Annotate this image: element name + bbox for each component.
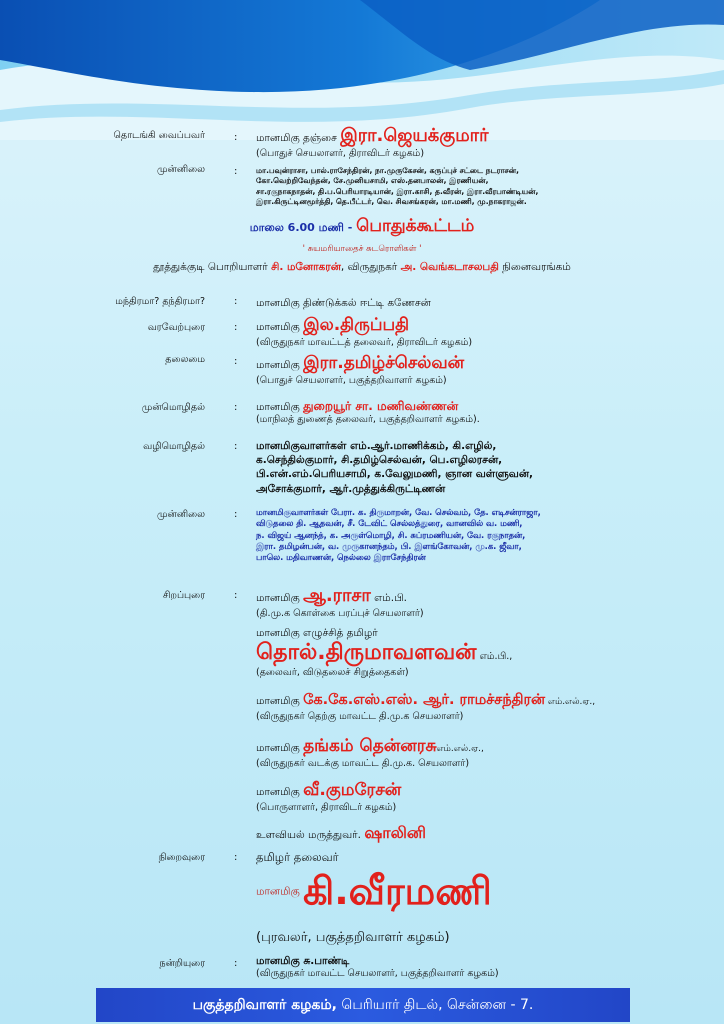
speaker-suffix: எம்.பி., [476,651,513,663]
speaker-role-2: (தலைவர், விடுதலைச் சிறுத்தைகள்) [256,666,409,678]
presiding-line: பாலெ. மதிவாணன், நெல்லை இராசேந்திரன் [256,552,426,563]
speaker-role-3: (விருதுநகர் தெற்கு மாவட்ட தி.மு.க செயலாளர்) [256,710,464,722]
colon: : [234,166,238,177]
chair-role: (பொதுச் செயலாளர், பகுத்தறிவாளர் கழகம்) [256,374,447,386]
opening-name: இரா.ஜெயக்குமார் [340,125,489,146]
colon: : [234,958,238,969]
speaker-role-5: (பொருளாளர், திராவிடர் கழகம்) [256,801,397,813]
seconding-line: மானமிகுவாளர்கள் எம்.ஆர்.மாணிக்கம், கி.எழில், [256,440,497,452]
colon: : [234,590,238,601]
subtitle: ' சுயமரியாதைச் சுடரொளிகள் ' [302,244,422,254]
seconding-line: பி.என்.எம்.பெரியசாமி, க.வேலுமணி, ஞான வள்ளுவன், [256,468,534,481]
speaker-role-4: (விருதுநகர் வடக்கு மாவட்ட தி.மு.க. செயலாளர்) [256,757,470,769]
closing-role: (புரவலர், பகுத்தறிவாளர் கழகம்) [256,930,450,945]
speaker-role-1: (தி.மு.க கொள்கை பரப்புச் செயலாளர்) [256,608,424,620]
chair-prefix: மானமிகு [256,359,304,371]
speaker-prefix: மானமிகு [256,786,304,798]
speaker-name-6: ஷாலினி [364,823,427,842]
presiding-line: விடுதலை தி. ஆதவன், சீ. டேவிட் செல்லத்துரை, வானவில் வ. மணி, [256,518,523,529]
memorial-name-2: அ. வெங்கடாசலபதி [400,261,499,273]
header-wave-decoration [0,0,724,140]
evening-heading [0,216,724,238]
presiding-label-1: முன்னிலை [156,164,205,175]
closing-label: நிறைவுரை [158,852,205,863]
speaker-suffix: எம்.பி. [370,592,407,604]
memorial-text: , விருதுநகர் [340,261,401,273]
colon: : [234,852,238,863]
seconding-line: க.செந்தில்குமார், சி.தமிழ்செல்வன், பெ.எழிலரசன், [256,454,503,467]
speaker-prefix: உளவியல் மருத்துவர். [256,829,365,841]
colon: : [234,509,238,520]
presiding-line: இரா. தமிழன்பன், வ. முருகானந்தம், பி. இளங்கோவன், மு.க. ஜீவா, [256,541,522,552]
speaker-suffix: எம்.எல்.ஏ., [545,697,596,707]
memorial-name-1: சி. மனோகரன் [271,261,341,273]
magic-text: மானமிகு திண்டுக்கல் ஈட்டி கணேசன் [256,297,431,309]
presiding-label-2: முன்னிலை [156,509,205,520]
proposal-role: (மாநிலத் துணைத் தலைவர், பகுத்தறிவாளர் கழகம்). [256,414,480,426]
seconding-label: வழிமொழிதல் [143,441,205,452]
speaker-name-4: தங்கம் தென்னரசு [303,736,437,756]
colon: : [234,296,238,307]
speaker-name-1: ஆ.ராசா [303,585,371,606]
thanks-text: மானமிகு சு.பாண்டி [256,955,350,967]
closing-intro: தமிழர் தலைவர் [256,850,339,864]
speaker-prefix: மானமிகு [256,592,304,604]
colon: : [234,132,238,143]
chair-name: இரா.தமிழ்ச்செல்வன் [303,353,465,373]
speaker-name-3: கே.கே.எஸ்.எஸ். ஆர். ராமச்சந்திரன் [303,692,546,708]
welcome-label: வரவேற்புரை [147,322,205,333]
footer-address: பெரியார் திடல், சென்னை - 7. [336,997,534,1013]
speaker-prefix: மானமிகு [256,742,304,754]
thanks-role: (விருதுநகர் மாவட்ட செயலாளர், பகுத்தறிவாளர் கழகம்) [256,968,499,980]
colon: : [234,402,238,413]
presiding-line: இரா.கிருட்டினமூர்த்தி, தெ.பீட்டர், வெ. சிவசங்கரன், மா.மணி, மு.நாகராஜன். [256,196,527,206]
proposal-label: முன்மொழிதல் [141,402,205,413]
closing-name: கி.வீரமணி [303,869,492,913]
opening-prefix: மானமிகு தஞ்சை [256,132,341,144]
memorial-text: தூத்துக்குடி பொறியாளர் [153,261,272,273]
evening-time: மாலை 6.00 மணி - [249,221,357,234]
presiding-line: சா.ரகுநாகநாதன், தி.ப.பெரியாரடியான், இரா.காசி, த.வீரன், இரா.வீரபாண்டியன், [256,186,539,196]
thanks-label: நன்றியுரை [159,958,205,969]
footer-banner [96,988,630,1022]
opening-label: தொடங்கி வைப்பவர் [113,130,205,141]
opening-role: (பொதுச் செயலாளர், திராவிடர் கழகம்) [256,148,425,160]
special-label: சிறப்புரை [163,590,205,601]
welcome-prefix: மானமிகு [256,321,304,333]
closing-prefix: மானமிகு [256,885,304,898]
welcome-role: (விருதுநகர் மாவட்டத் தலைவர், திராவிடர் கழகம்) [256,336,473,348]
colon: : [234,322,238,333]
colon: : [234,441,238,452]
presiding-line: மானமிகுவாளர்கள் பேரா. க. திருமாறன், வே. செல்வம், தே. எடிசன்ராஜா, [256,507,541,517]
presiding-line: ந. விஜய் ஆனந்த், க. அருள்மொழி, சி. சுப்ரமணியன், வே. ரகுநாதன், [256,529,526,540]
footer-org: பகுத்தறிவாளர் கழகம், [192,997,337,1013]
speaker-name-5: வீ.குமரேசன் [303,780,402,800]
speaker-name-2: தொல்.திருமாவளவன் [256,640,477,666]
presiding-line: மா.பவுன்ராசா, பால்.ராசேந்திரன், நா.முருகேசன், கருப்புச் சட்டை நடராசன், [256,166,520,175]
memorial-line [0,261,724,274]
magic-label: மந்திரமா? தந்திரமா? [115,296,205,307]
colon: : [234,356,238,367]
proposal-name: துறையூர் சா. மணிவண்ணன் [303,399,459,413]
presiding-line: கோ.வெற்றிவேந்தன், சே.முனியசாமி, எஸ்.தனபாலன், இரணியன், [256,176,489,186]
welcome-name: இல.திருப்பதி [303,315,410,335]
proposal-prefix: மானமிகு [256,401,304,413]
chair-label: தலைமை [165,354,205,365]
speaker-prefix: மானமிகு [256,695,304,707]
speaker-suffix: எம்.எல்.ஏ., [436,744,484,754]
evening-title: பொதுக்கூட்டம் [356,216,475,236]
memorial-text: நினைவரங்கம் [498,261,571,273]
seconding-line: அசோக்குமார், ஆர்.முத்துக்கிருட்டிணன் [256,482,446,495]
speaker-intro-2: மானமிகு எழுச்சித் தமிழர் [256,627,378,639]
